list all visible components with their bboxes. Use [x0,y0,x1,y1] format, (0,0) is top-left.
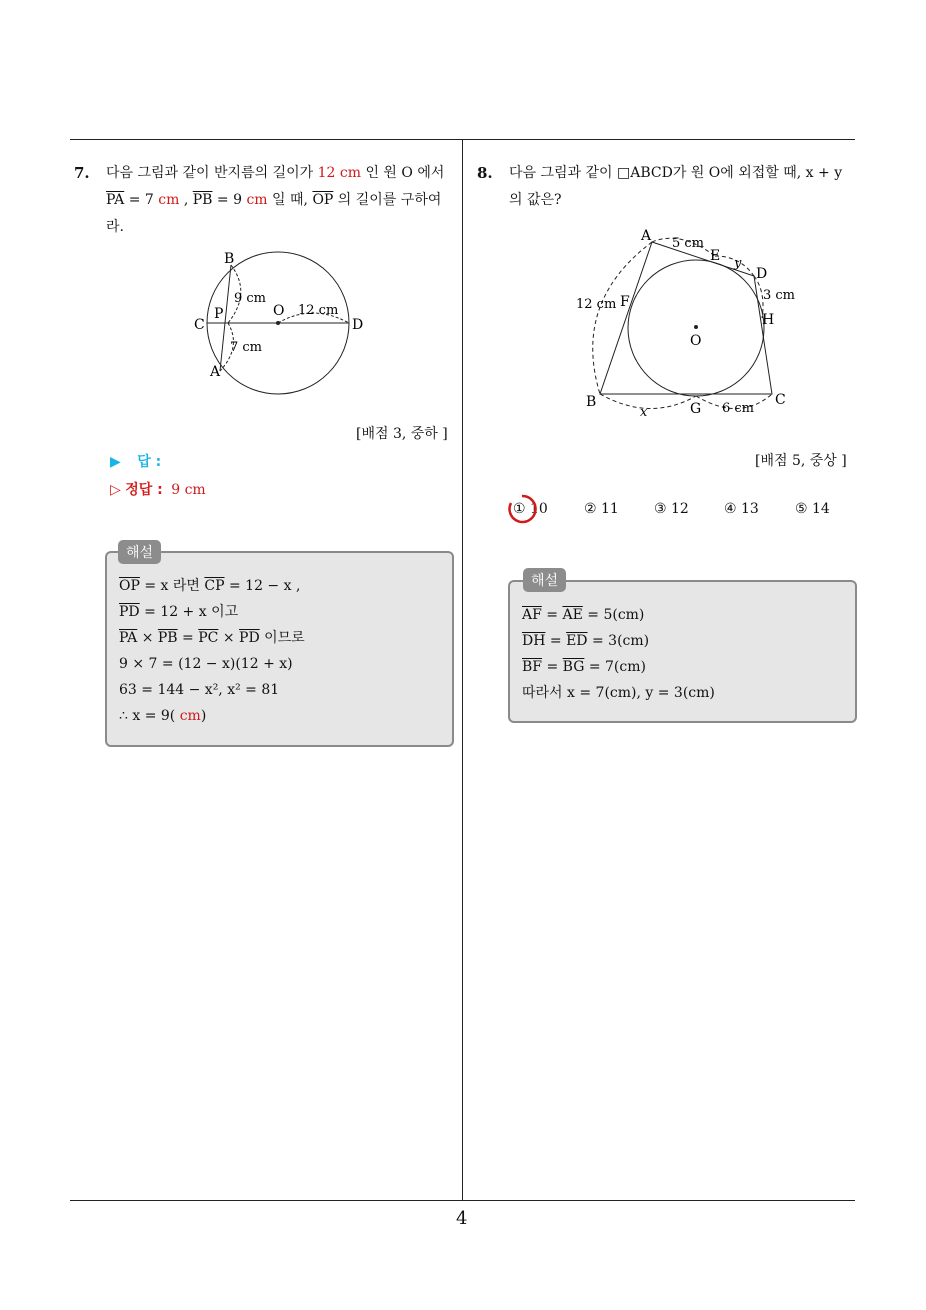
q8-var-y: y [734,256,742,271]
q8-explanation-box [508,580,857,723]
q7-label-a: A [210,364,221,380]
selected-choice-circle-icon [506,493,538,525]
q8-exp-line4: 따라서 x = 7(cm), y = 3(cm) [522,685,715,701]
q7-line2: $\overline{PA} = 7$ cm , $\overline{PB} = 9$ cm 일 때, $\overline{OP}$ 의 길이를 구하여 [106,192,442,208]
q7-exp-line4: 9 × 7 = (12 − x)(12 + x) [119,656,293,672]
q8-arc-x [600,394,696,409]
q7-score: [배점 3, 중하 ] [356,426,448,442]
q7-label-c: C [194,317,205,333]
column-divider [462,139,463,1201]
q8-figure [570,222,800,422]
q8-len-5: 5 cm [672,236,705,251]
q8-label-c: C [775,392,786,408]
q7-len-9: 9 cm [234,291,267,306]
q8-choice-5[interactable]: ⑤ 14 [795,501,830,517]
q7-line3: 라. [106,219,124,235]
q8-number: 8. [477,164,493,182]
q7-exp-line6: ∴ x = 9( cm) [119,708,207,724]
q8-label-o: O [690,333,702,349]
q7-center-dot [276,321,280,325]
q8-choice-3[interactable]: ③ 12 [654,501,689,517]
q8-label-b: B [586,394,597,410]
q8-label-e: E [710,248,721,264]
q8-label-h: H [762,312,775,328]
q7-text [106,160,458,241]
q7-explanation-box [105,551,454,747]
q8-exp-line1: $\overline{AF} = \overline{AE} = 5(cm)$ [522,607,645,623]
q8-choice-2[interactable]: ② 11 [584,501,619,517]
q8-score: [배점 5, 중상 ] [755,453,847,469]
q7-number: 7. [74,164,90,182]
q8-label-a: A [641,228,652,244]
q7-line1: 다음 그림과 같이 반지름의 길이가 12 cm 인 원 O 에서 [106,165,445,181]
q7-label-b: B [224,251,235,267]
q7-label-p: P [214,306,224,322]
q8-line1: 다음 그림과 같이 □ABCD가 원 O에 외접할 때, x + y [509,165,843,181]
q7-correct-label: 정답 : [125,482,163,498]
q7-label-o: O [273,303,285,319]
q7-exp-line1: $\overline{OP} = x$ 라면 $\overline{CP} = 12 - x$ , [119,578,301,594]
q8-explanation-lines [522,602,715,706]
outline-arrow-icon: ▷ [110,482,121,498]
q8-choice-4[interactable]: ④ 13 [724,501,759,517]
q8-label-d: D [756,266,768,282]
q8-label-g: G [690,401,702,417]
q8-len-6: 6 cm [722,401,755,416]
q8-var-x: x [640,405,648,420]
q8-quadrilateral [600,242,775,394]
q7-len-7: 7 cm [230,340,263,355]
q7-figure [190,245,380,405]
q8-len-12: 12 cm [576,297,617,312]
q8-exp-line3: $\overline{BF} = \overline{BG} = 7(cm)$ [522,659,646,675]
q7-exp-line2: $\overline{PD} = 12 + x$ 이고 [119,604,239,620]
q8-len-3: 3 cm [763,288,796,303]
q7-label-d: D [352,317,364,333]
q7-exp-line5: 63 = 144 − x², x² = 81 [119,682,280,698]
play-arrow-icon: ▶ [110,454,121,470]
q7-answer-line [110,451,161,471]
q8-label-f: F [620,294,630,310]
q7-correct-line [110,479,206,499]
q8-explanation-tab: 해설 [523,568,566,592]
q8-line2: 의 값은? [509,192,562,208]
q7-explanation-lines [119,573,305,729]
page-number: 4 [456,1208,468,1229]
q7-answer-label: 답 : [137,454,162,470]
q8-choice-1[interactable]: ① 10 [513,501,548,517]
q7-exp-line3: $\overline{PA} \times \overline{PB} = \overline{PC} \times \overline{PD}$ 이므로 [119,630,305,646]
q7-explanation-tab: 해설 [118,540,161,564]
q7-len-12: 12 cm [298,303,339,318]
q8-text [509,160,859,214]
q8-center-dot [694,325,698,329]
q7-correct-value: 9 cm [171,482,206,498]
bottom-rule [70,1200,855,1201]
q8-exp-line2: $\overline{DH} = \overline{ED} = 3(cm)$ [522,633,650,649]
